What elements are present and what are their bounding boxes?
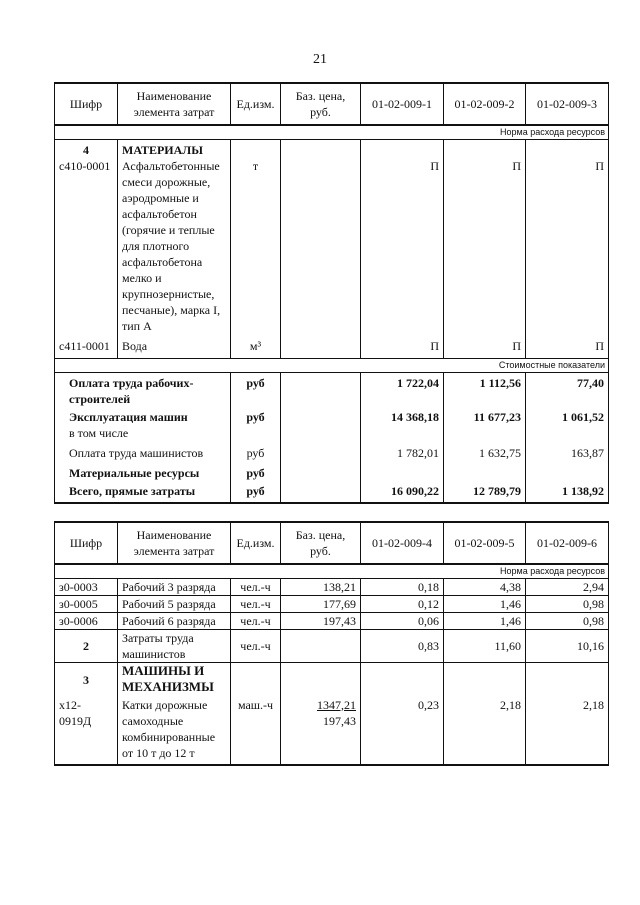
row-price: 197,43 [281, 613, 361, 630]
row-unit: чел.-ч [231, 596, 281, 613]
labor-value-2: 11,60 [444, 630, 526, 663]
row-unit: чел.-ч [231, 579, 281, 596]
cost-name: Всего, прямые затраты [55, 483, 231, 503]
labor-value-3: 10,16 [526, 630, 609, 663]
row-name: Рабочий 5 разряда [118, 596, 231, 613]
table-row [55, 596, 609, 613]
cost-value-3: 163,87 [526, 445, 609, 465]
row-code: з0-0003 [55, 579, 118, 596]
table-row [55, 579, 609, 596]
section-title: МАТЕРИАЛЫ [118, 140, 231, 159]
cost-value-3: 1 061,52 [526, 407, 609, 425]
cost-row [55, 425, 609, 445]
cost-name: Оплата труда рабочих-строителей [55, 372, 231, 407]
header-unit: Ед.изм. [231, 83, 281, 125]
labor-code: 2 [55, 630, 118, 663]
row-name: Вода [118, 338, 231, 358]
header-price: Баз. цена, руб. [281, 522, 361, 564]
cost-value-2: 11 677,23 [444, 407, 526, 425]
norm-note-row [55, 564, 609, 579]
cost-note-row [55, 358, 609, 372]
section-row [55, 140, 609, 159]
machine-unit: маш.-ч [231, 697, 281, 765]
machine-value-3: 2,18 [526, 697, 609, 765]
cost-name: Материальные ресурсы [55, 465, 231, 483]
cost-value-3: 77,40 [526, 372, 609, 407]
cost-name: Оплата труда машинистов [55, 445, 231, 465]
cost-unit: руб [231, 407, 281, 425]
row-value-2: 4,38 [444, 579, 526, 596]
row-value-3: 2,94 [526, 579, 609, 596]
row-value-2: П [444, 338, 526, 358]
row-value-2: 1,46 [444, 596, 526, 613]
header-col-2: 01-02-009-2 [444, 83, 526, 125]
machine-code: х12-0919Д [55, 697, 118, 765]
row-unit: м³ [231, 338, 281, 358]
row-price: 138,21 [281, 579, 361, 596]
row-name: Рабочий 6 разряда [118, 613, 231, 630]
cost-note: Стоимостные показатели [55, 358, 609, 372]
table-header-row [55, 83, 609, 125]
cost-value-3 [526, 465, 609, 483]
machine-price-1: 1347,21 [317, 697, 356, 712]
header-col-5: 01-02-009-5 [444, 522, 526, 564]
norm-note-row [55, 125, 609, 140]
header-name: Наименование элемента затрат [118, 83, 231, 125]
resource-table-2 [54, 521, 609, 766]
section-number: 4 [55, 140, 118, 159]
cost-unit: руб [231, 445, 281, 465]
row-code: с410-0001 [55, 158, 118, 338]
cost-row [55, 445, 609, 465]
cost-unit: руб [231, 483, 281, 503]
cost-row [55, 372, 609, 407]
machine-price-2: 197,43 [323, 713, 356, 728]
header-price: Баз. цена, руб. [281, 83, 361, 125]
resource-table-1 [54, 82, 609, 504]
cost-value-2: 1 632,75 [444, 445, 526, 465]
table-row [55, 338, 609, 358]
row-value-1: 0,18 [361, 579, 444, 596]
row-value-1: П [361, 158, 444, 338]
table-header-row [55, 522, 609, 564]
row-value-1: 0,06 [361, 613, 444, 630]
row-unit: чел.-ч [231, 613, 281, 630]
header-code: Шифр [55, 83, 118, 125]
cost-value-2 [444, 465, 526, 483]
section-title: МАШИНЫ И МЕХАНИЗМЫ [118, 663, 231, 697]
machine-value-2: 2,18 [444, 697, 526, 765]
row-name: Асфальтобетонные смеси дорожные, аэродромные и асфальтобетон (горячие и теплые для плотного асфальтобетона мелко и крупнозернистые, песчаные), марка I, тип А [118, 158, 231, 338]
row-code: с411-0001 [55, 338, 118, 358]
section-row [55, 663, 609, 697]
cost-row [55, 407, 609, 425]
cost-value-1: 16 090,22 [361, 483, 444, 503]
cost-value-1: 1 722,04 [361, 372, 444, 407]
cost-value-1: 1 782,01 [361, 445, 444, 465]
row-unit: т [231, 158, 281, 338]
table-row [55, 158, 609, 338]
table-row [55, 613, 609, 630]
row-value-3: П [526, 338, 609, 358]
norm-note: Норма расхода ресурсов [55, 125, 609, 140]
machine-value-1: 0,23 [361, 697, 444, 765]
labor-unit: чел.-ч [231, 630, 281, 663]
header-unit: Ед.изм. [231, 522, 281, 564]
cost-unit: руб [231, 465, 281, 483]
cost-row [55, 465, 609, 483]
header-name: Наименование элемента затрат [118, 522, 231, 564]
labor-row [55, 630, 609, 663]
header-col-1: 01-02-009-1 [361, 83, 444, 125]
cost-value-3: 1 138,92 [526, 483, 609, 503]
header-col-3: 01-02-009-3 [526, 83, 609, 125]
machine-row [55, 697, 609, 765]
norm-note: Норма расхода ресурсов [55, 564, 609, 579]
labor-name: Затраты труда машинистов [118, 630, 231, 663]
cost-name: Эксплуатация машин [55, 407, 231, 425]
section-number: 3 [55, 663, 118, 697]
machine-price-cell [281, 697, 361, 765]
cost-value-1: 14 368,18 [361, 407, 444, 425]
row-value-2: П [444, 158, 526, 338]
header-code: Шифр [55, 522, 118, 564]
machine-name: Катки дорожные самоходные комбинированные от 10 т до 12 т [118, 697, 231, 765]
row-code: з0-0006 [55, 613, 118, 630]
cost-value-2: 1 112,56 [444, 372, 526, 407]
row-value-2: 1,46 [444, 613, 526, 630]
row-value-3: 0,98 [526, 613, 609, 630]
header-col-6: 01-02-009-6 [526, 522, 609, 564]
page-number: 21 [313, 52, 327, 67]
cost-unit: руб [231, 372, 281, 407]
cost-value-2: 12 789,79 [444, 483, 526, 503]
labor-value-1: 0,83 [361, 630, 444, 663]
row-value-3: 0,98 [526, 596, 609, 613]
row-price: 177,69 [281, 596, 361, 613]
row-value-3: П [526, 158, 609, 338]
cost-name: в том числе [55, 425, 231, 445]
cost-row [55, 483, 609, 503]
header-col-4: 01-02-009-4 [361, 522, 444, 564]
row-value-1: 0,12 [361, 596, 444, 613]
row-code: з0-0005 [55, 596, 118, 613]
cost-value-1 [361, 465, 444, 483]
row-value-1: П [361, 338, 444, 358]
row-name: Рабочий 3 разряда [118, 579, 231, 596]
